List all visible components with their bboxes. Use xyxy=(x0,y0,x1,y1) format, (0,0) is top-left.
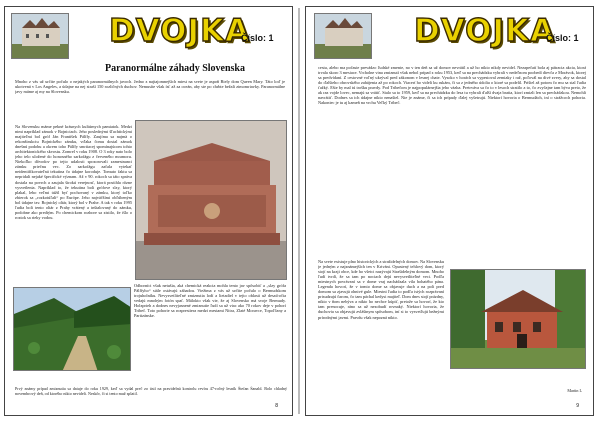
intro-text: Mnoho z vás už určite počulo o nejakých paranormálnych javoch. Jedno z najtajomnejších miest na svete je aspoň Biely dom Queen Mary. Táto loď je ukotvená v Los Angeles, a údajne na nej straší 150 rozličných duchov. Nemusíte však ísť až za oceán, aby ste po chrbte bežali zimomriavky. Paranormálne javy máme aj my na Slovensku. xyxy=(15,79,285,95)
page-spine xyxy=(298,8,300,414)
article-title: Paranormálne záhady Slovenska xyxy=(104,63,245,74)
bottom-text: Prvý známy prípad zmiznutia sa datuje do roku 1929, keď sa vydal preč zo ústí na pravidelnú kontrolu revíru 47-ročný lesník Štefan Šanald. Bolo chladný novembrový deň, od ktorého nikto nevideli. Neskôr, či si tento muž splatil. xyxy=(15,386,287,396)
issue-number: Číslo: 1 xyxy=(241,33,274,43)
side-text: Odborníci však netušia, aká chemická reakcia mohla tento jav spôsobiť a „slzy grófa Pálffyho“ stále ostávajú záhadou. Viežima z vás už určite počulo o Bermudskom trojuholníku. Nevysvetliteľné zmiznutia lodí a lietadiel v tejto oblasti už desaťročia vedajú mnohým fotón spať. Málokto však vie, že aj Slovensko má svoje Bermudy. Holzprieh a dodnes nevyjasnené zmiznutie ľudí sa už viac ako 70 rokov deje v pohorí Tribeč. Toto pohorie sa rozprestiera medzi mestami Nitra, Zlaté Moravce, Topoľčany a Partizánske. xyxy=(134,283,286,319)
house-text: Na svete existuje plno historických a strašidelných domov. Na Slovensku je jedným z najznámejších ten v Kriváni. Opustený tehlový dom, ktorý stojí na kraji obce, kde ho všetci nazývajú Strašidelným domom. Mnoho ľudí tvrdí, že sa tam po nociach dejú nevysvetliteľné veci. Podľa miestnych povrávaní sa v dome vraj nachádzala vila bohatého pána. Legenda hovorí, že v tomto dome sa objavuje duch a na poli pred domom sa zjavujú ohnivé gule. Miestni ľudia to podľa istých rozprávaní prisudzujú čarom, čo tam páchal kedysi majiteľ. Dom dnes stojí prázdny, nikto v ňom nebýva a nikto ho nechce kúpiť, pretože sa hovorí, že kto tam prenocuje, ráno sa už nezobudí rovnaký. Niektorí hovoria, že duchovia sa objavujú zvláštnym spôsobom, iní si to vysvetľujú bežnými prírodnými javmi. Pravdu však nepozná nikto. xyxy=(318,259,444,320)
author-name: Martin L xyxy=(567,388,582,393)
forest-road-photo xyxy=(13,287,131,371)
sarcophagus-photo xyxy=(135,120,287,280)
magazine-logo: DVOJKA xyxy=(109,13,251,49)
left-page xyxy=(4,6,293,416)
castle-photo xyxy=(11,13,69,59)
haunted-house-photo xyxy=(450,269,586,369)
page-number: 8 xyxy=(275,403,278,409)
article-text: cestu, alebo ma počasie prevádzo ľudské zmenie, no v ten deň sa už domov nevrátil a už ho nikto nikdy nevidel. Nezapečatí bola aj pátracia akcia, ktorá trvala skoro 3 mesiace. Vrcholne vina zmiznutí však nebol prípad z roku 1953, keď sa na prechádzku vybrali v nedeľnom poobedí dievča z Morávok, ktorej sa predvídaní. Z cestovné voľný ukrýval pred zákonom v lesnej chate. Vysoko v horách sa vypestoval zemiaky i raž, poľovál na divé zvery, aby sa dostal do ďalšieho obrovského zahájenia až po rokoch. Viacerí ho videli ku rukám, či sa z jedného údolia o ktoré sa podelil. Prišiel až potom čo mu sa stal ľudia ťažký. Ešte by mal tú trošku pravdy. Pod Tribečom je najpopulárnejšia jeho väzba. Pretrváva sa čo to v lesoch stratilo a to, čo zvyčajne tam býva preto, že ak raz vojde lovec, nemajú sa vrátiť. Stalo sa to 1959, keď sa na prechádzku do lesa tu vybrali ďalší dvaja bratia, ktorí zmizli len sa prechádzkou. Nemohli navrátiť. Dodnes sa ich údajne nikto nenašiel. Nie je známe, či sa ich prípady ďalej vyšetrujú. Niektorí hovoria o Bermudách, iní o strážcoch pohoria. Nakoniec je tu aj kameň na vrchu Veľký Tribeč. xyxy=(318,65,586,106)
page-number: 9 xyxy=(576,403,579,409)
issue-number: Číslo: 1 xyxy=(546,33,579,43)
castle-photo xyxy=(314,13,372,59)
body-text: Na Slovensku máme pekné krásnych kultúrnych pamiatok. Medzi nimi napríklad zámok v Bojniciach. Jeho poslednými šľachtickými majiteľmi bol gróf Ján František Pálffy. Zaujíma sa najmä o rekonštrukciu Bojnického zámku, vďaka čomu dostal zámok dnešnú podobu a okrem toho Pálffy smrtiacej spomínajúcom tohto architektonického skvostu. Zomrel v roku 1908. O 3 roky nato bolo jeho telo uložené do honosného sarkofágu z červeného mramoru. Niekoľko dôvodov po tejto udalosti spozorovali zamestnanci zámku priečnu vec. Zo sarkofágu začala vytekať neidentifikovateľná tekutina čo údajne koroduje. Tomuto faktu sa nepridali nejaké špecifické význam. Až v 90. rokoch sa táto správa dostala na povrch a zaujala širokú verejnosť, ktorá postihla rôzne vysvetlenia. Napríklad to, že tekutina boli grófove slzy, ktorý plakal, lebo veľmi túžil byť pochovaný v zámku, ktorý toľko zbierok sa „rozkotúľali“ po Európe. Jeho najväčšími obľúbeným bol údajne tzv. Bojnický oltár, ktorý bol v Prahe. A tak v roku 1995 ľudia boli tento oltár z Prahy vrátený a inštalovaný do zámku, podobne ako predtým. Po chemickom rozbore sa zistilo, že išlo o roztok sa rieky vodou. xyxy=(15,124,132,220)
right-page xyxy=(305,6,594,416)
magazine-logo: DVOJKA xyxy=(414,13,556,49)
